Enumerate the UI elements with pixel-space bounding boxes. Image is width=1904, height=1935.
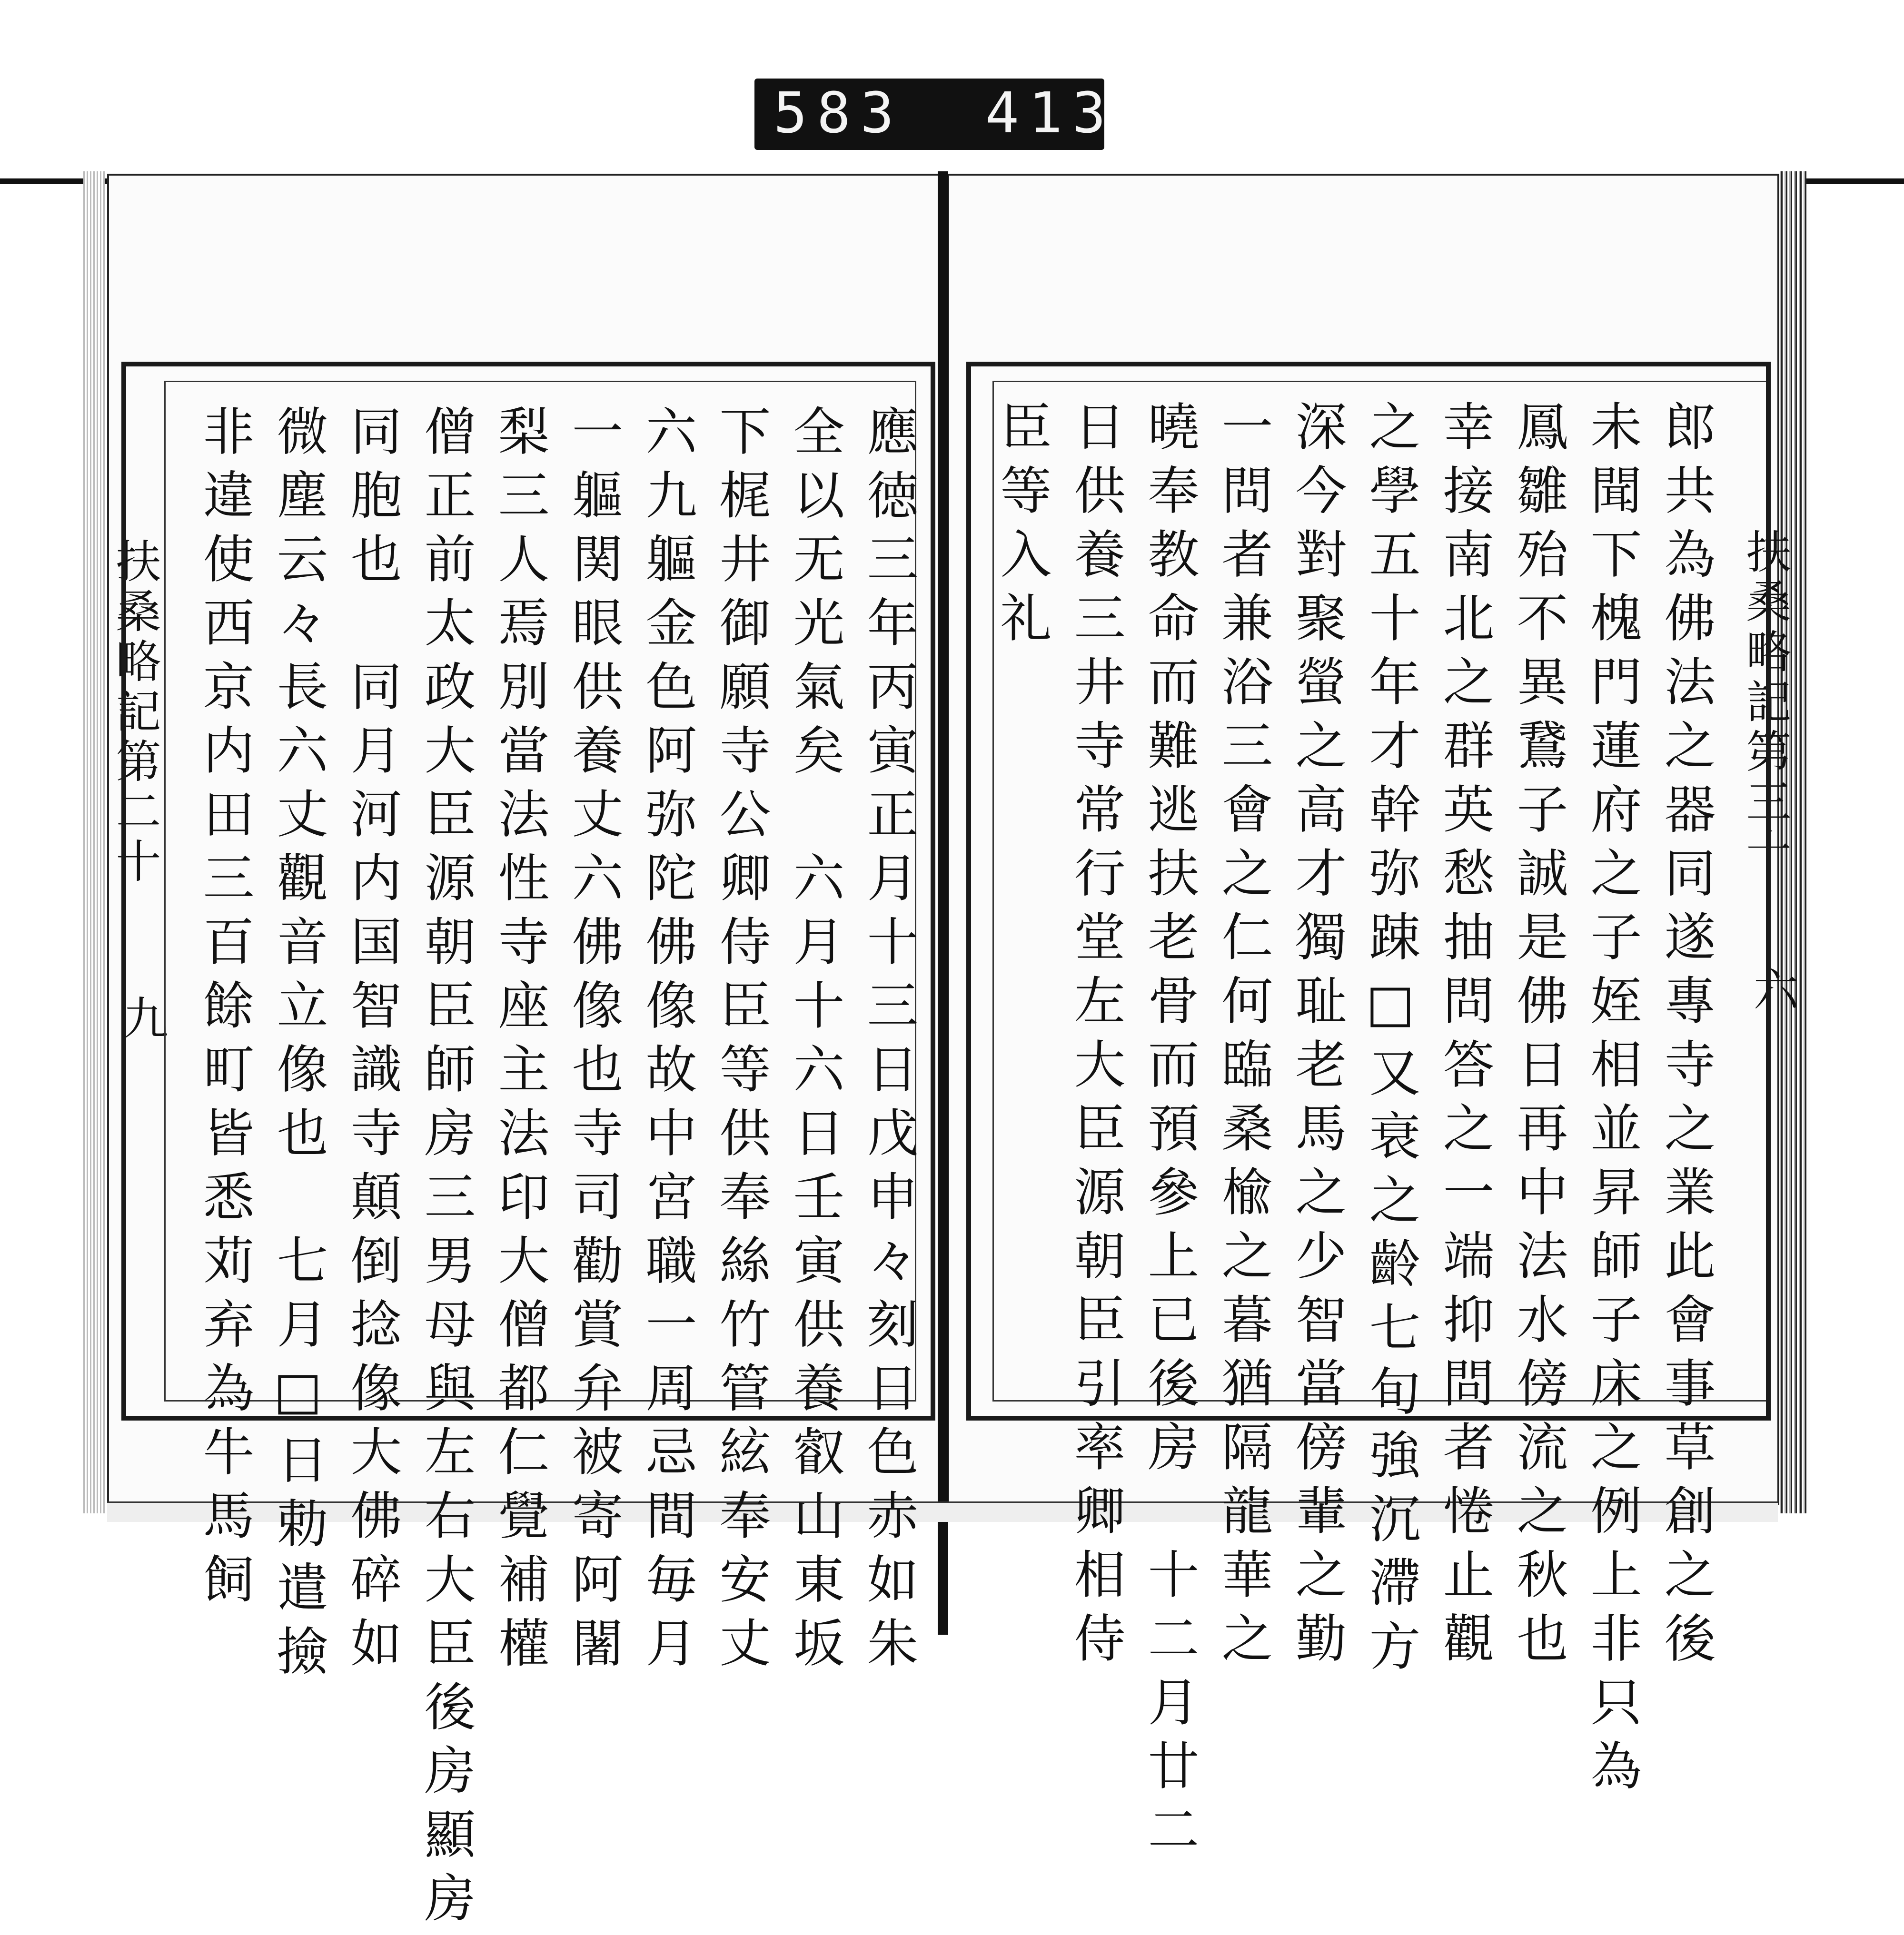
book-gutter bbox=[938, 171, 948, 1635]
page-edge-left bbox=[83, 171, 105, 1513]
hashira-left: 扶桑略記第二十 bbox=[109, 538, 161, 888]
right-column-9: 日供養三井寺常行堂左大臣源朝臣引率卿相侍 bbox=[1065, 400, 1125, 1675]
folio-right: 六 bbox=[1746, 966, 1798, 1011]
left-column-8: 同胞也 同月河内国智識寺顛倒捻像大佛碎如 bbox=[342, 405, 401, 1680]
right-column-5: 之學五十年才幹弥踈□又衰之齡七旬強沉滯方 bbox=[1360, 400, 1420, 1683]
right-column-7: 一問者兼浴三會之仁何臨桑楡之暮猶隔龍華之 bbox=[1213, 400, 1272, 1675]
right-column-3: 鳳雛殆不異鵞子誠是佛日再中法水傍流之秋也 bbox=[1508, 400, 1567, 1675]
film-number-right: 413 bbox=[985, 80, 1116, 146]
right-column-1: 郎共為佛法之器同遂專寺之業此會事草創之後 bbox=[1656, 400, 1715, 1675]
left-column-1: 應徳三年丙寅正月十三日戊申々刻日色赤如朱 bbox=[858, 405, 918, 1680]
right-column-10: 臣等入礼 bbox=[992, 400, 1051, 655]
left-column-4: 六九軀金色阿弥陀佛像故中宮職一周忌間毎月 bbox=[637, 405, 696, 1680]
left-column-5: 一軀関眼供養丈六佛像也寺司勸賞弁被寄阿闍 bbox=[563, 405, 623, 1680]
hashira-right: 扶桑略記第三十 bbox=[1739, 528, 1791, 878]
left-column-6: 梨三人焉別當法性寺座主法印大僧都仁覺補權 bbox=[489, 405, 549, 1680]
left-column-7: 僧正前太政大臣源朝臣師房三男母與左右大臣後房顯房 bbox=[416, 405, 475, 1935]
folio-left: 九 bbox=[116, 995, 168, 1040]
left-column-2: 全以无光氣矣 六月十六日壬寅供養叡山東坂 bbox=[784, 405, 844, 1680]
film-label bbox=[754, 79, 1116, 150]
film-number-left: 583 bbox=[774, 80, 904, 146]
right-column-4: 幸接南北之群英愁抽問答之一端抑問者惓止觀 bbox=[1434, 400, 1494, 1675]
right-column-6: 深今對聚螢之高才獨耻老馬之少智當傍輩之勤 bbox=[1287, 400, 1346, 1675]
right-column-2: 未聞下槐門蓮府之子姪相並昇師子床之例上非只為 bbox=[1582, 400, 1641, 1803]
right-column-8: 曉奉教命而難逃扶老骨而預參上已後房 十二月廿二 bbox=[1139, 400, 1199, 1866]
left-column-10: 非違使西京内田三百餘町皆悉苅弃為牛馬飼 bbox=[194, 405, 254, 1616]
left-column-9: 微塵云々長六丈觀音立像也 七月□日勅遣撿 bbox=[268, 405, 327, 1688]
left-column-3: 下梶井御願寺公卿侍臣等供奉絲竹管絃奉安丈 bbox=[711, 405, 770, 1680]
